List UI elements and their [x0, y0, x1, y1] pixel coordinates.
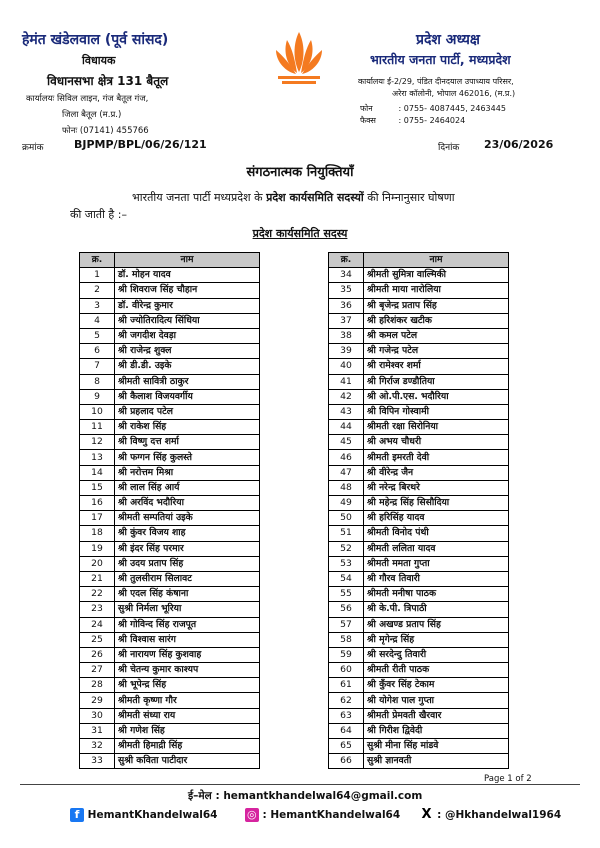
body-line-1	[132, 190, 455, 205]
member-number: 38	[329, 328, 364, 343]
table-row	[80, 359, 260, 374]
member-number: 20	[80, 556, 115, 571]
table-row	[329, 739, 509, 754]
table-row	[80, 587, 260, 602]
member-name: श्रीमती हिमाद्री सिंह	[115, 739, 260, 754]
date-value: 23/06/2026	[484, 138, 554, 151]
twitter-handle[interactable]: : @Hkhandelwal1964	[437, 809, 562, 821]
table-row	[329, 678, 509, 693]
sender-role: विधायक	[82, 54, 116, 67]
ref-label: क्रमांक	[22, 143, 44, 153]
member-name: श्री भूपेन्द्र सिंह	[115, 678, 260, 693]
body-line-2: की जाती है :–	[70, 208, 127, 221]
member-name: श्रीमती मनीषा पाठक	[364, 587, 509, 602]
member-number: 32	[80, 739, 115, 754]
member-number: 66	[329, 754, 364, 769]
member-name: श्री गौरव तिवारी	[364, 571, 509, 586]
body-post: की निम्नानुसार घोषणा	[363, 191, 455, 204]
member-number: 53	[329, 556, 364, 571]
table-row	[80, 632, 260, 647]
email-label: ई–मेल	[188, 790, 212, 802]
member-number: 19	[80, 541, 115, 556]
member-name: श्री नरेन्द्र बिरथरे	[364, 480, 509, 495]
member-number: 51	[329, 526, 364, 541]
member-name: श्रीमती प्रेमवती खैरवार	[364, 708, 509, 723]
member-number: 59	[329, 647, 364, 662]
member-number: 42	[329, 389, 364, 404]
member-number: 41	[329, 374, 364, 389]
sender-constituency: विधानसभा क्षेत्र 131 बैतूल	[47, 74, 169, 88]
member-name: श्री नारायण सिंह कुशवाह	[115, 647, 260, 662]
member-name: श्रीमती कृष्णा गौर	[115, 693, 260, 708]
member-number: 54	[329, 571, 364, 586]
org-phone: : 0755- 4087445, 2463445	[398, 104, 506, 113]
org-phone-label: फोन	[360, 104, 373, 113]
facebook-icon[interactable]: f	[70, 808, 84, 822]
member-name: श्री राकेश सिंह	[115, 420, 260, 435]
member-name: श्री विष्णु दत्त शर्मा	[115, 435, 260, 450]
table-row	[329, 328, 509, 343]
member-name: श्री उदय प्रताप सिंह	[115, 556, 260, 571]
table-row	[80, 435, 260, 450]
member-number: 15	[80, 480, 115, 495]
table-row	[329, 556, 509, 571]
table-row	[329, 754, 509, 769]
member-number: 49	[329, 496, 364, 511]
table-row	[329, 526, 509, 541]
table-row	[80, 374, 260, 389]
member-number: 50	[329, 511, 364, 526]
table-row	[329, 480, 509, 495]
member-name: सुश्री कविता पाटीदार	[115, 754, 260, 769]
member-name: श्री गणेश सिंह	[115, 723, 260, 738]
footer-divider	[20, 784, 580, 785]
body-bold: प्रदेश कार्यसमिति सदस्यों	[266, 191, 364, 204]
member-number: 57	[329, 617, 364, 632]
member-number: 58	[329, 632, 364, 647]
member-number: 52	[329, 541, 364, 556]
member-number: 18	[80, 526, 115, 541]
subject: संगठनात्मक नियुक्तियाँ	[246, 165, 354, 180]
member-number: 24	[80, 617, 115, 632]
instagram-handle[interactable]: : HemantKhandelwal64	[262, 809, 401, 821]
member-number: 34	[329, 268, 364, 283]
member-name: श्री हरिशंकर खटीक	[364, 313, 509, 328]
member-name: श्री विपिन गोस्वामी	[364, 404, 509, 419]
table-row	[329, 496, 509, 511]
member-name: श्रीमती माया नारोलिया	[364, 283, 509, 298]
member-name: श्री अभय चौधरी	[364, 435, 509, 450]
email-line	[188, 789, 422, 803]
member-name: डॉ. वीरेन्द्र कुमार	[115, 298, 260, 313]
member-name: श्री के.पी. त्रिपाठी	[364, 602, 509, 617]
member-number: 36	[329, 298, 364, 313]
table-row	[80, 283, 260, 298]
member-name: श्रीमती सुमित्रा वाल्मिकी	[364, 268, 509, 283]
table-row	[80, 617, 260, 632]
table-row	[329, 389, 509, 404]
member-number: 39	[329, 344, 364, 359]
ref-number: BJPMP/BPL/06/26/121	[74, 138, 207, 151]
member-name: श्री लाल सिंह आर्य	[115, 480, 260, 495]
table-row	[329, 298, 509, 313]
member-number: 17	[80, 511, 115, 526]
org-office-2: अरेरा कॉलोनी, भोपाल 462016, (म.प्र.)	[392, 89, 516, 98]
member-name: श्री बृजेन्द्र प्रताप सिंह	[364, 298, 509, 313]
x-twitter-icon[interactable]: X	[421, 807, 432, 822]
org-party: भारतीय जनता पार्टी, मध्यप्रदेश	[370, 52, 511, 67]
sender-address-2: जिला बैतूल (म.प्र.)	[62, 110, 122, 120]
table-row	[80, 465, 260, 480]
table-row	[80, 723, 260, 738]
member-number: 48	[329, 480, 364, 495]
sender-block	[22, 30, 262, 138]
org-block	[360, 30, 590, 127]
member-number: 2	[80, 283, 115, 298]
member-number: 5	[80, 328, 115, 343]
member-number: 11	[80, 420, 115, 435]
table-row	[80, 663, 260, 678]
org-office-1: कार्यालयः ई-2/29, पंडित दीनदयाल उपाध्याय परिसर,	[358, 77, 514, 86]
member-name: श्री चेतन्य कुमार काश्यप	[115, 663, 260, 678]
header-name: नाम	[364, 253, 509, 268]
member-name: श्री राजेन्द्र शुक्ल	[115, 344, 260, 359]
table-row	[329, 344, 509, 359]
member-number: 62	[329, 693, 364, 708]
member-number: 12	[80, 435, 115, 450]
member-name: श्री फग्गन सिंह कुलस्ते	[115, 450, 260, 465]
member-name: श्री कुँवर सिंह टेकाम	[364, 678, 509, 693]
member-name: श्रीमती ललिता यादव	[364, 541, 509, 556]
table-row	[329, 511, 509, 526]
table-row	[329, 420, 509, 435]
table-row	[329, 268, 509, 283]
table-row	[80, 404, 260, 419]
member-name: श्री इंदर सिंह परमार	[115, 541, 260, 556]
table-row	[80, 708, 260, 723]
member-name: श्रीमती ममता गुप्ता	[364, 556, 509, 571]
member-name: सुश्री मीना सिंह मांडवे	[364, 739, 509, 754]
member-number: 25	[80, 632, 115, 647]
table-row	[80, 298, 260, 313]
member-name: श्रीमती सावित्री ठाकुर	[115, 374, 260, 389]
table-row	[80, 571, 260, 586]
lotus-logo-icon	[268, 28, 330, 88]
email-link[interactable]: : hemantkhandelwal64@gmail.com	[215, 790, 423, 802]
table-row	[329, 693, 509, 708]
member-name: श्रीमती रक्षा सिरोनिया	[364, 420, 509, 435]
social-line	[70, 808, 561, 822]
member-number: 35	[329, 283, 364, 298]
member-number: 29	[80, 693, 115, 708]
member-name: सुश्री ज्ञानवती	[364, 754, 509, 769]
member-number: 61	[329, 678, 364, 693]
member-number: 28	[80, 678, 115, 693]
table-title: प्रदेश कार्यसमिति सदस्य	[252, 227, 348, 240]
header-no: क्र.	[80, 253, 115, 268]
body-pre: भारतीय जनता पार्टी मध्यप्रदेश के	[132, 191, 267, 204]
member-name: श्री ओ.पी.एस. भदौरिया	[364, 389, 509, 404]
member-name: श्री ज्योतिरादित्य सिंधिया	[115, 313, 260, 328]
table-row	[329, 541, 509, 556]
table-row	[80, 754, 260, 769]
member-name: श्रीमती इमरती देवी	[364, 450, 509, 465]
member-number: 23	[80, 602, 115, 617]
table-row	[80, 602, 260, 617]
member-number: 16	[80, 496, 115, 511]
member-number: 45	[329, 435, 364, 450]
member-name: श्री सरदेन्दु तिवारी	[364, 647, 509, 662]
table-row	[329, 435, 509, 450]
date-label: दिनांक	[438, 143, 460, 153]
member-number: 7	[80, 359, 115, 374]
member-name: श्रीमती संध्या राय	[115, 708, 260, 723]
table-row	[329, 587, 509, 602]
member-number: 22	[80, 587, 115, 602]
member-number: 60	[329, 663, 364, 678]
member-name: श्रीमती रीती पाठक	[364, 663, 509, 678]
member-name: श्री कैलाश विजयवर्गीय	[115, 389, 260, 404]
table-row	[329, 663, 509, 678]
members-table-right	[328, 252, 509, 769]
member-number: 10	[80, 404, 115, 419]
table-row	[80, 268, 260, 283]
member-number: 56	[329, 602, 364, 617]
table-row	[329, 359, 509, 374]
member-number: 33	[80, 754, 115, 769]
member-number: 13	[80, 450, 115, 465]
member-number: 44	[329, 420, 364, 435]
member-name: श्री गिर्राज डण्डौतिया	[364, 374, 509, 389]
member-name: श्री गजेन्द्र पटेल	[364, 344, 509, 359]
member-number: 26	[80, 647, 115, 662]
member-name: श्री कुंवर विजय शाह	[115, 526, 260, 541]
member-number: 4	[80, 313, 115, 328]
table-row	[80, 556, 260, 571]
table-row	[329, 632, 509, 647]
member-name: श्री रामेश्वर शर्मा	[364, 359, 509, 374]
member-number: 40	[329, 359, 364, 374]
table-row	[329, 313, 509, 328]
member-name: श्री कमल पटेल	[364, 328, 509, 343]
member-number: 65	[329, 739, 364, 754]
member-number: 46	[329, 450, 364, 465]
org-fax-label: फैक्स	[360, 116, 376, 125]
sender-name: हेमंत खंडेलवाल (पूर्व सांसद)	[22, 32, 169, 48]
member-number: 63	[329, 708, 364, 723]
member-name: श्री महेन्द्र सिंह सिसौदिया	[364, 496, 509, 511]
member-number: 27	[80, 663, 115, 678]
table-row	[80, 693, 260, 708]
members-table-left	[79, 252, 260, 769]
member-name: श्री शिवराज सिंह चौहान	[115, 283, 260, 298]
table-row	[329, 647, 509, 662]
member-number: 6	[80, 344, 115, 359]
table-row	[329, 374, 509, 389]
table-row	[80, 420, 260, 435]
member-name: श्री हरिसिंह यादव	[364, 511, 509, 526]
page-number: Page 1 of 2	[484, 774, 532, 784]
table-row	[80, 344, 260, 359]
header-name: नाम	[115, 253, 260, 268]
table-row	[80, 389, 260, 404]
table-row	[80, 678, 260, 693]
table-row	[80, 313, 260, 328]
table-row	[329, 450, 509, 465]
member-name: श्री तुलसीराम सिलावट	[115, 571, 260, 586]
table-row	[329, 465, 509, 480]
member-number: 37	[329, 313, 364, 328]
member-name: श्री योगेश पाल गुप्ता	[364, 693, 509, 708]
table-row	[80, 739, 260, 754]
table-row	[329, 283, 509, 298]
sender-phone: फोनः (07141) 455766	[62, 126, 149, 136]
member-name: श्री अरविंद भदौरिया	[115, 496, 260, 511]
member-name: श्रीमती सम्पतियां उइके	[115, 511, 260, 526]
table-row	[80, 511, 260, 526]
member-name: डॉ. मोहन यादव	[115, 268, 260, 283]
member-name: श्री मृगेन्द्र सिंह	[364, 632, 509, 647]
member-name: श्री विश्वास सारंग	[115, 632, 260, 647]
org-fax: : 0755- 2464024	[398, 116, 466, 125]
table-row	[329, 404, 509, 419]
member-number: 55	[329, 587, 364, 602]
member-number: 3	[80, 298, 115, 313]
member-name: सुश्री निर्मला भूरिया	[115, 602, 260, 617]
member-name: श्री डी.डी. उइके	[115, 359, 260, 374]
instagram-icon[interactable]: ◎	[245, 808, 259, 822]
table-row	[80, 328, 260, 343]
member-name: श्री एदल सिंह कंषाना	[115, 587, 260, 602]
member-number: 31	[80, 723, 115, 738]
table-row	[329, 723, 509, 738]
member-name: श्री नरोत्तम मिश्रा	[115, 465, 260, 480]
table-row	[80, 647, 260, 662]
member-number: 9	[80, 389, 115, 404]
table-row	[80, 496, 260, 511]
table-row	[80, 541, 260, 556]
member-number: 64	[329, 723, 364, 738]
table-row	[80, 480, 260, 495]
table-row	[329, 617, 509, 632]
member-number: 14	[80, 465, 115, 480]
table-row	[329, 602, 509, 617]
member-number: 21	[80, 571, 115, 586]
member-name: श्रीमती विनोद पंथी	[364, 526, 509, 541]
facebook-handle[interactable]: HemantKhandelwal64	[87, 809, 218, 821]
member-number: 43	[329, 404, 364, 419]
member-name: श्री वीरेन्द्र जैन	[364, 465, 509, 480]
member-name: श्री गिरीश द्विवेदी	[364, 723, 509, 738]
member-name: श्री जगदीश देवड़ा	[115, 328, 260, 343]
table-row	[80, 450, 260, 465]
org-title: प्रदेश अध्यक्ष	[416, 32, 480, 48]
member-name: श्री गोविन्द सिंह राजपूत	[115, 617, 260, 632]
sender-address-1: कार्यालयः सिविल लाइन, गंज बैतूल गंज,	[26, 94, 149, 104]
header-no: क्र.	[329, 253, 364, 268]
table-row	[80, 526, 260, 541]
member-number: 30	[80, 708, 115, 723]
member-number: 1	[80, 268, 115, 283]
member-number: 8	[80, 374, 115, 389]
table-row	[329, 708, 509, 723]
member-name: श्री प्रहलाद पटेल	[115, 404, 260, 419]
table-row	[329, 571, 509, 586]
member-number: 47	[329, 465, 364, 480]
member-name: श्री अखण्ड प्रताप सिंह	[364, 617, 509, 632]
